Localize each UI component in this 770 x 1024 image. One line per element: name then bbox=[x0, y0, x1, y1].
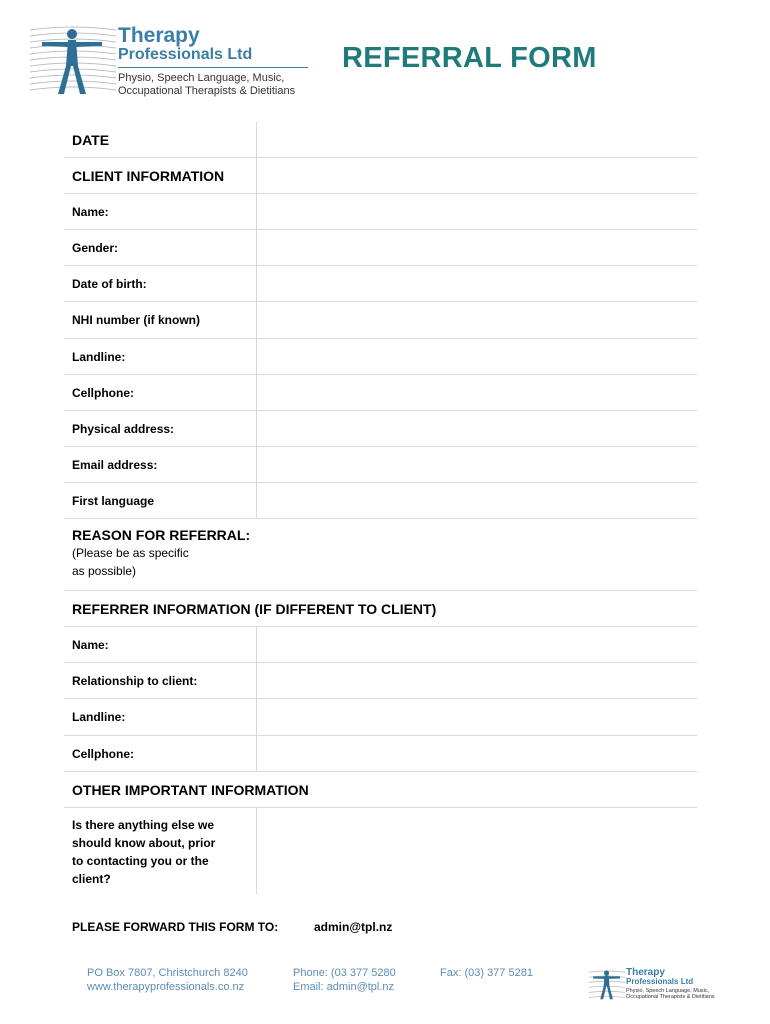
client-dob-field[interactable] bbox=[256, 266, 697, 301]
vitruvian-figure-icon bbox=[588, 966, 626, 1002]
referrer-landline-field[interactable] bbox=[256, 699, 697, 735]
client-language-row bbox=[64, 483, 697, 519]
client-gender-row bbox=[64, 230, 697, 266]
company-logo bbox=[28, 22, 318, 98]
client-address-row bbox=[64, 411, 697, 447]
date-label: DATE bbox=[72, 131, 110, 148]
client-landline-row bbox=[64, 339, 697, 375]
vitruvian-figure-icon bbox=[28, 22, 118, 98]
other-section-heading: OTHER IMPORTANT INFORMATION bbox=[72, 781, 309, 798]
referrer-landline-label: Landline: bbox=[72, 710, 126, 724]
client-name-row bbox=[64, 194, 697, 230]
footer-logo bbox=[588, 966, 718, 1002]
client-cellphone-label: Cellphone: bbox=[72, 385, 134, 400]
referrer-section-heading: REFERRER INFORMATION (IF DIFFERENT TO CLIENT) bbox=[72, 600, 437, 617]
client-language-label: First language bbox=[72, 493, 155, 508]
client-address-label: Physical address: bbox=[72, 421, 175, 436]
date-field[interactable] bbox=[256, 122, 697, 157]
logo-name-line2: Professionals Ltd bbox=[118, 46, 253, 63]
referrer-cellphone-field[interactable] bbox=[256, 736, 697, 771]
logo-name-line1: Therapy bbox=[118, 24, 200, 47]
forward-label: PLEASE FORWARD THIS FORM TO: bbox=[72, 920, 279, 934]
other-question-field[interactable] bbox=[256, 808, 697, 894]
footer-logo-name-line2: Professionals Ltd bbox=[626, 977, 694, 986]
client-email-row bbox=[64, 447, 697, 483]
client-dob-row bbox=[64, 266, 697, 302]
client-cellphone-row bbox=[64, 375, 697, 411]
client-name-label: Name: bbox=[72, 204, 109, 219]
client-email-field[interactable] bbox=[256, 447, 697, 482]
client-landline-label: Landline: bbox=[72, 349, 126, 364]
client-name-field[interactable] bbox=[256, 194, 697, 229]
other-question-line2: should know about, prior bbox=[72, 836, 216, 850]
referrer-section-row bbox=[64, 591, 697, 627]
footer-fax: Fax: (03) 377 5281 bbox=[440, 967, 533, 979]
client-address-field[interactable] bbox=[256, 411, 697, 446]
footer-logo-name-line1: Therapy bbox=[626, 967, 665, 978]
referrer-cellphone-label: Cellphone: bbox=[72, 746, 134, 761]
other-question-label bbox=[64, 808, 256, 894]
referrer-name-row bbox=[64, 627, 697, 663]
referrer-name-field[interactable] bbox=[256, 627, 697, 662]
client-gender-field[interactable] bbox=[256, 230, 697, 265]
referrer-relationship-label: Relationship to client: bbox=[72, 673, 198, 688]
client-landline-field[interactable] bbox=[256, 339, 697, 374]
forward-email[interactable]: admin@tpl.nz bbox=[314, 920, 393, 934]
footer-logo-tagline-line1: Physio, Speech Language, Music, bbox=[626, 988, 710, 994]
client-nhi-field[interactable] bbox=[256, 302, 697, 338]
footer-logo-tagline bbox=[626, 988, 715, 1000]
client-language-field[interactable] bbox=[256, 483, 697, 518]
client-cellphone-field[interactable] bbox=[256, 375, 697, 410]
client-email-label: Email address: bbox=[72, 457, 158, 472]
client-section-heading: CLIENT INFORMATION bbox=[72, 167, 225, 184]
referrer-landline-row bbox=[64, 699, 697, 736]
other-section-row bbox=[64, 772, 697, 808]
referrer-relationship-field[interactable] bbox=[256, 663, 697, 698]
logo-tagline-line1: Physio, Speech Language, Music, bbox=[118, 72, 285, 84]
referrer-name-label: Name: bbox=[72, 637, 109, 652]
form-title: REFERRAL FORM bbox=[342, 42, 597, 74]
logo-tagline-line2: Occupational Therapists & Dietitians bbox=[118, 85, 296, 97]
referrer-cellphone-row bbox=[64, 736, 697, 772]
other-question-line1: Is there anything else we bbox=[72, 818, 215, 832]
client-dob-label: Date of birth: bbox=[72, 276, 147, 291]
other-question-line3: to contacting you or the bbox=[72, 854, 209, 868]
other-question-row bbox=[64, 808, 697, 894]
date-row bbox=[64, 122, 697, 158]
footer-email[interactable]: Email: admin@tpl.nz bbox=[293, 981, 395, 993]
reason-row[interactable] bbox=[64, 519, 697, 591]
referral-form-table bbox=[64, 122, 697, 894]
client-nhi-label: NHI number (if known) bbox=[72, 313, 200, 327]
referrer-relationship-row bbox=[64, 663, 697, 699]
other-question-line4: client? bbox=[72, 872, 111, 886]
footer-address: PO Box 7807, Christchurch 8240 bbox=[87, 967, 248, 979]
client-gender-label: Gender: bbox=[72, 240, 119, 255]
logo-divider bbox=[118, 67, 308, 68]
client-section-row bbox=[64, 158, 697, 194]
footer-website[interactable]: www.therapyprofessionals.co.nz bbox=[87, 981, 245, 993]
footer-logo-tagline-line2: Occupational Therapists & Dietitians bbox=[626, 994, 715, 1000]
reason-note-line1: (Please be as specific bbox=[72, 546, 189, 560]
client-nhi-row bbox=[64, 302, 697, 339]
reason-note-line2: as possible) bbox=[72, 564, 137, 578]
footer-phone: Phone: (03 377 5280 bbox=[293, 967, 396, 979]
client-section-field[interactable] bbox=[256, 158, 697, 193]
reason-heading: REASON FOR REFERRAL: bbox=[72, 527, 251, 543]
